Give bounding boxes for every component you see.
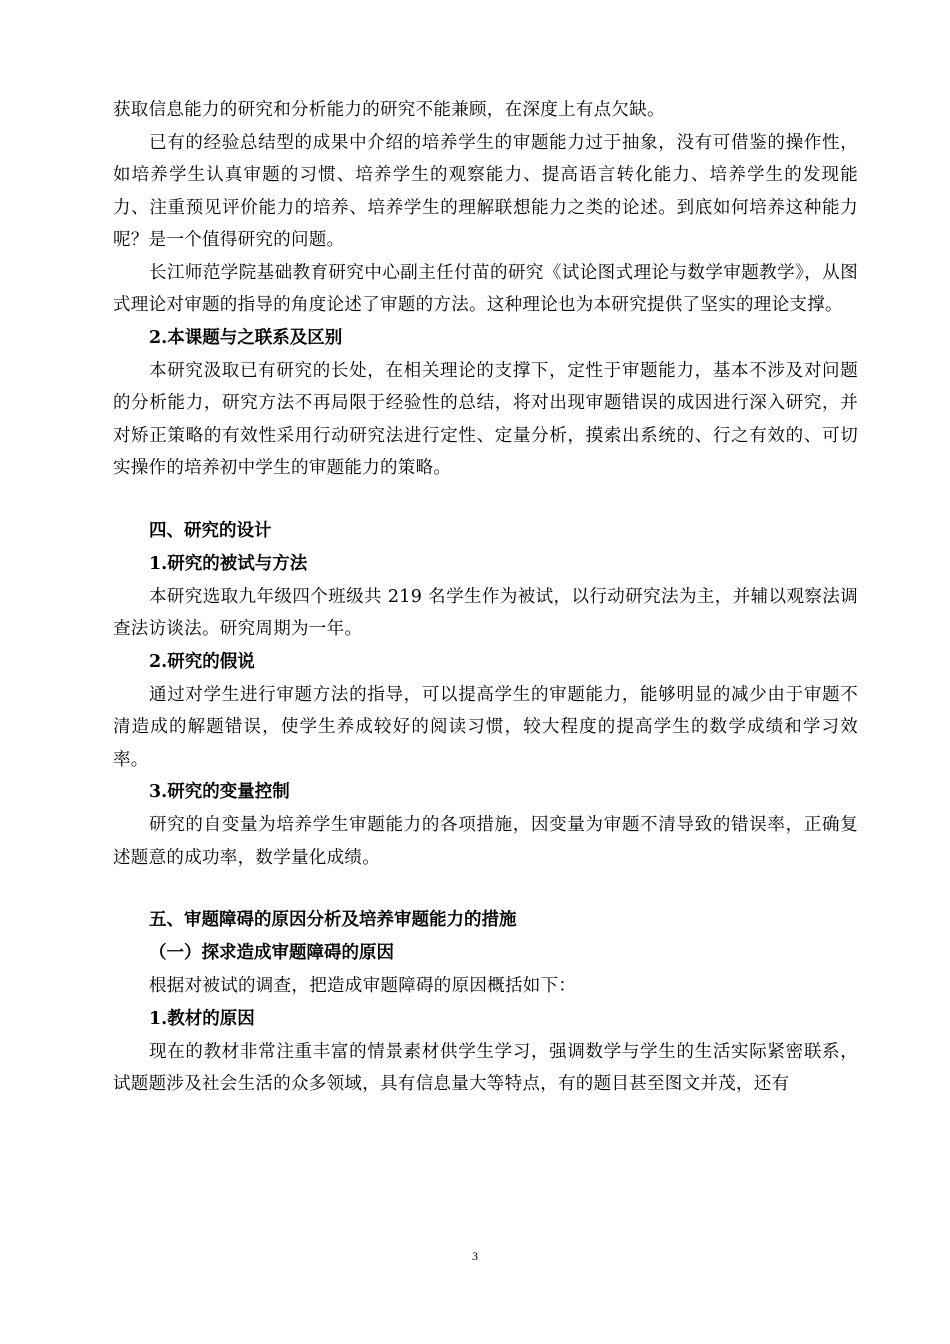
paragraph-2: 已有的经验总结型的成果中介绍的培养学生的审题能力过于抽象，没有可借鉴的操作性，如培养学生认真审题的习惯、培养学生的观察能力、提高语言转化能力、培养学生的发现能力、注重预见评价能力的培养、培养学生的理解联想能力之类的论述。到底如何培养这种能力呢？是一个值得研究的问题。: [113, 132, 858, 250]
paragraph-8: 根据对被试的调查，把造成审题障碍的原因概括如下：: [149, 976, 577, 996]
heading-section-5: 五、审题障碍的原因分析及培养审题能力的措施: [149, 910, 517, 930]
heading-hypothesis: 2.研究的假说: [149, 651, 255, 672]
heading-section-4: 四、研究的设计: [149, 520, 272, 541]
heading-subsection-1: （一）探求造成审题障碍的原因: [149, 943, 394, 963]
spacer: [113, 485, 858, 515]
paragraph-1: 获取信息能力的研究和分析能力的研究不能兼顾，在深度上有点欠缺。: [113, 100, 665, 120]
heading-variable-control: 3.研究的变量控制: [149, 782, 290, 802]
paragraph-3: 长江师范学院基础教育研究中心副主任付苗的研究《试论图式理论与数学审题教学》，从图式理论对审题的指导的角度论述了审题的方法。这种理论也为本研究提供了坚实的理论支撑。: [113, 262, 858, 315]
paragraph-7: 研究的自变量为培养学生审题能力的各项措施，因变量为审题不清导致的错误率，正确复述题意的成功率，数学量化成绩。: [113, 815, 858, 868]
heading-textbook-reason: 1.教材的原因: [149, 1008, 255, 1029]
page-number: 3: [472, 1249, 478, 1263]
heading-relation: 2.本课题与之联系及区别: [149, 327, 343, 348]
paragraph-4: 本研究汲取已有研究的长处，在相关理论的支撑下，定性于审题能力，基本不涉及对问题的分析能力，研究方法不再局限于经验性的总结，将对出现审题错误的成因进行深入研究，并对矫正策略的有效性采用行动研究法进行定性、定量分析，摸索出系统的、行之有效的、可切实操作的培养初中学生的审题能力的策略。: [113, 360, 858, 478]
document-body: [113, 94, 858, 1101]
paragraph-6: 通过对学生进行审题方法的指导，可以提高学生的审题能力，能够明显的减少由于审题不清造成的解题错误，使学生养成较好的阅读习惯，较大程度的提高学生的数学成绩和学习效率。: [113, 684, 858, 770]
heading-subjects-methods: 1.研究的被试与方法: [149, 553, 308, 574]
spacer: [113, 874, 858, 904]
paragraph-9: 现在的教材非常注重丰富的情景素材供学生学习，强调数学与学生的生活实际紧密联系，试题题涉及社会生活的众多领域，具有信息量大等特点，有的题目甚至图文并茂，还有: [113, 1041, 858, 1094]
paragraph-5: 本研究选取九年级四个班级共 219 名学生作为被试，以行动研究法为主，并辅以观察法调查法访谈法。研究周期为一年。: [113, 586, 858, 639]
